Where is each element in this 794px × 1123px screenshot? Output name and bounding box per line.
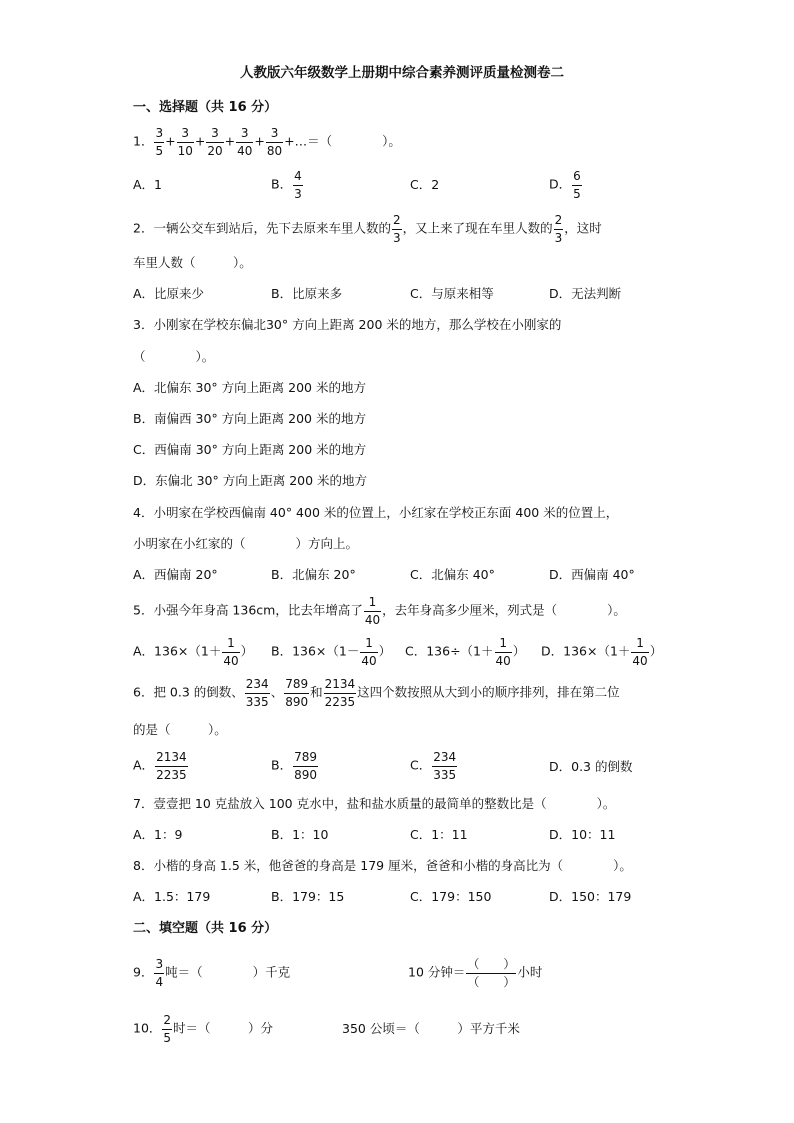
option-b[interactable]: B．179：15	[271, 889, 345, 904]
conjunction: 和	[310, 684, 323, 700]
question-text: 时＝（ ）分	[173, 1020, 274, 1036]
denominator: 4	[155, 974, 164, 989]
option-b[interactable]	[271, 637, 391, 667]
question-text: 6．把 0.3 的倒数、	[133, 684, 244, 700]
question-text: 吨＝（ ）千克	[165, 964, 291, 980]
fraction	[293, 170, 303, 200]
option-a[interactable]: A．1：9	[133, 827, 183, 842]
numerator: 2	[163, 1013, 172, 1027]
separator: 、	[270, 684, 284, 700]
question-10	[133, 1014, 273, 1044]
fraction	[324, 678, 357, 708]
option-label: B．	[271, 176, 293, 192]
option-label: B．	[271, 757, 293, 773]
question-4-line2: 小明家在小红家的（ ）方向上。	[133, 536, 359, 551]
question-5	[133, 596, 626, 626]
numerator: 789	[294, 750, 317, 764]
fraction	[432, 751, 457, 781]
numerator: 3	[211, 126, 219, 140]
denominator: 890	[294, 767, 317, 782]
option-c[interactable]	[405, 637, 525, 667]
question-6-line2: 的是（ ）。	[133, 722, 227, 737]
option-b[interactable]	[271, 170, 304, 200]
option-a[interactable]: A．1	[133, 177, 163, 192]
option-tail: ）	[649, 643, 663, 659]
numerator: 2134	[156, 750, 187, 764]
question-number: 9．	[133, 964, 154, 980]
option-b[interactable]	[271, 751, 319, 781]
fraction	[293, 751, 318, 781]
question-text: ，去年身高多少厘米，列式是（ ）。	[382, 602, 626, 618]
fraction	[495, 637, 512, 667]
denominator: 80	[266, 143, 283, 158]
denominator: 40	[495, 653, 511, 668]
fraction	[154, 958, 164, 988]
numerator: 1	[368, 595, 377, 609]
question-number: 10．	[133, 1020, 162, 1036]
denominator: 5	[155, 143, 164, 158]
denominator: 40	[364, 612, 381, 627]
option-c[interactable]: C．西偏南 30° 方向上距离 200 米的地方	[133, 442, 367, 457]
option-label: C．	[410, 757, 432, 773]
denominator: 3	[392, 230, 401, 245]
numerator: 3	[155, 126, 164, 140]
question-text: 小时	[517, 964, 543, 980]
option-c[interactable]: C．2	[410, 177, 440, 192]
plus-sign: +	[165, 133, 176, 149]
denominator: 40	[237, 143, 253, 158]
denominator: 3	[294, 186, 302, 201]
numerator: 2134	[324, 677, 356, 691]
option-a[interactable]	[133, 751, 189, 781]
question-6	[133, 678, 620, 708]
option-tail: ）	[240, 643, 254, 659]
option-c[interactable]: C．179：150	[410, 889, 492, 904]
option-label: A．	[133, 757, 155, 773]
option-d[interactable]: D．10：11	[549, 827, 616, 842]
question-2	[133, 214, 602, 244]
fraction	[266, 127, 283, 157]
question-1	[133, 127, 401, 157]
option-a[interactable]	[133, 637, 253, 667]
numerator: 789	[285, 677, 309, 691]
denominator-blank[interactable]: （ ）	[467, 974, 516, 989]
denominator: 40	[223, 653, 239, 668]
option-c[interactable]: C．1：11	[410, 827, 468, 842]
option-label: B．136×（1－	[271, 643, 360, 659]
numerator: 4	[294, 169, 302, 183]
question-4: 4．小明家在学校西偏南 40° 400 米的位置上，小红家在学校正东面 400 米的位置上，	[133, 505, 619, 520]
numerator: 2	[392, 213, 401, 227]
fraction	[360, 637, 377, 667]
option-b[interactable]: B．南偏西 30° 方向上距离 200 米的地方	[133, 411, 366, 426]
denominator: 3	[554, 230, 563, 245]
option-d[interactable]: D．150：179	[549, 889, 632, 904]
denominator: 10	[177, 143, 193, 158]
numerator: 1	[365, 636, 373, 650]
question-text: 10 分钟＝	[408, 964, 466, 980]
fraction	[155, 751, 188, 781]
option-d[interactable]: D．无法判断	[549, 286, 622, 301]
option-label: D．	[549, 176, 572, 192]
section-heading-fill: 二、填空题（共 16 分）	[133, 921, 278, 936]
fraction	[572, 170, 582, 200]
question-9	[133, 958, 290, 988]
question-2-line2: 车里人数（ ）。	[133, 255, 252, 270]
numerator: 234	[433, 750, 457, 764]
fraction	[392, 214, 402, 244]
option-label: C．136÷（1＋	[405, 643, 494, 659]
plus-sign: +	[254, 133, 265, 149]
fraction	[284, 678, 309, 708]
fraction	[631, 637, 648, 667]
option-d[interactable]	[541, 637, 662, 667]
answer-fraction[interactable]	[466, 958, 516, 988]
numerator: 2	[554, 213, 563, 227]
question-tail: +…＝（ ）。	[284, 133, 401, 149]
numerator: 3	[155, 957, 164, 971]
option-c[interactable]	[410, 751, 458, 781]
plus-sign: +	[224, 133, 236, 149]
plus-sign: +	[194, 133, 206, 149]
denominator: 5	[573, 186, 581, 201]
option-a[interactable]: A．北偏东 30° 方向上距离 200 米的地方	[133, 380, 366, 395]
option-a[interactable]: A．1.5：179	[133, 889, 211, 904]
denominator: 5	[163, 1030, 172, 1045]
denominator: 2235	[324, 694, 356, 709]
fraction	[177, 127, 194, 157]
fraction	[554, 214, 564, 244]
question-3: 3．小刚家在学校东偏北30° 方向上距离 200 米的地方，那么学校在小刚家的	[133, 317, 562, 332]
numerator: 1	[499, 636, 507, 650]
option-a[interactable]: A．西偏南 20°	[133, 567, 218, 582]
denominator: 335	[245, 694, 269, 709]
question-text: ，又上来了现在车里人数的	[402, 220, 553, 236]
denominator: 40	[632, 653, 648, 668]
numerator: 6	[573, 169, 581, 183]
question-9-part2	[408, 958, 542, 988]
question-text: 2．一辆公交车到站后，先下去原来车里人数的	[133, 220, 391, 236]
option-c[interactable]: C．北偏东 40°	[410, 567, 495, 582]
option-d[interactable]	[549, 170, 583, 200]
denominator: 40	[361, 653, 377, 668]
question-text: 5．小强今年身高 136cm，比去年增高了	[133, 602, 363, 618]
question-8: 8．小楷的身高 1.5 米，他爸爸的身高是 179 厘米，爸爸和小楷的身高比为（ ）。	[133, 858, 632, 873]
page-title: 人教版六年级数学上册期中综合素养测评质量检测卷二	[240, 65, 564, 81]
option-tail: ）	[378, 643, 392, 659]
question-10-part2: 350 公顷＝（ ）平方千米	[342, 1021, 520, 1036]
fraction	[236, 127, 253, 157]
question-number: 1．	[133, 133, 154, 149]
option-b[interactable]: B．比原来多	[271, 286, 343, 301]
numerator: 1	[636, 636, 644, 650]
option-d[interactable]: D．0.3 的倒数	[549, 759, 633, 774]
fraction	[154, 127, 164, 157]
option-c[interactable]: C．与原来相等	[410, 286, 494, 301]
option-d[interactable]: D．东偏北 30° 方向上距离 200 米的地方	[133, 473, 368, 488]
denominator: 2235	[156, 767, 187, 782]
numerator-blank[interactable]: （ ）	[467, 957, 516, 971]
numerator: 1	[227, 636, 235, 650]
numerator: 3	[270, 126, 279, 140]
option-tail: ）	[512, 643, 526, 659]
option-b[interactable]: B．北偏东 20°	[271, 567, 356, 582]
option-a[interactable]: A．比原来少	[133, 286, 205, 301]
question-text: 这四个数按照从大到小的顺序排列，排在第二位	[357, 684, 620, 700]
fraction	[245, 678, 270, 708]
denominator: 20	[207, 143, 223, 158]
fraction	[364, 596, 381, 626]
question-7: 7．壹壹把 10 克盐放入 100 克水中，盐和盐水质量的最简单的整数比是（ ）。	[133, 796, 616, 811]
numerator: 3	[240, 126, 249, 140]
numerator: 234	[245, 677, 269, 691]
numerator: 3	[181, 126, 190, 140]
fraction	[162, 1014, 172, 1044]
option-label: A．136×（1＋	[133, 643, 222, 659]
fraction	[206, 127, 223, 157]
option-d[interactable]: D．西偏南 40°	[549, 567, 635, 582]
question-text: ，这时	[564, 220, 602, 236]
denominator: 335	[433, 767, 457, 782]
option-b[interactable]: B．1：10	[271, 827, 329, 842]
fraction	[222, 637, 239, 667]
denominator: 890	[285, 694, 309, 709]
option-label: D．136×（1＋	[541, 643, 631, 659]
section-heading-choice: 一、选择题（共 16 分）	[133, 100, 278, 115]
question-3-line2: （ ）。	[133, 349, 215, 364]
